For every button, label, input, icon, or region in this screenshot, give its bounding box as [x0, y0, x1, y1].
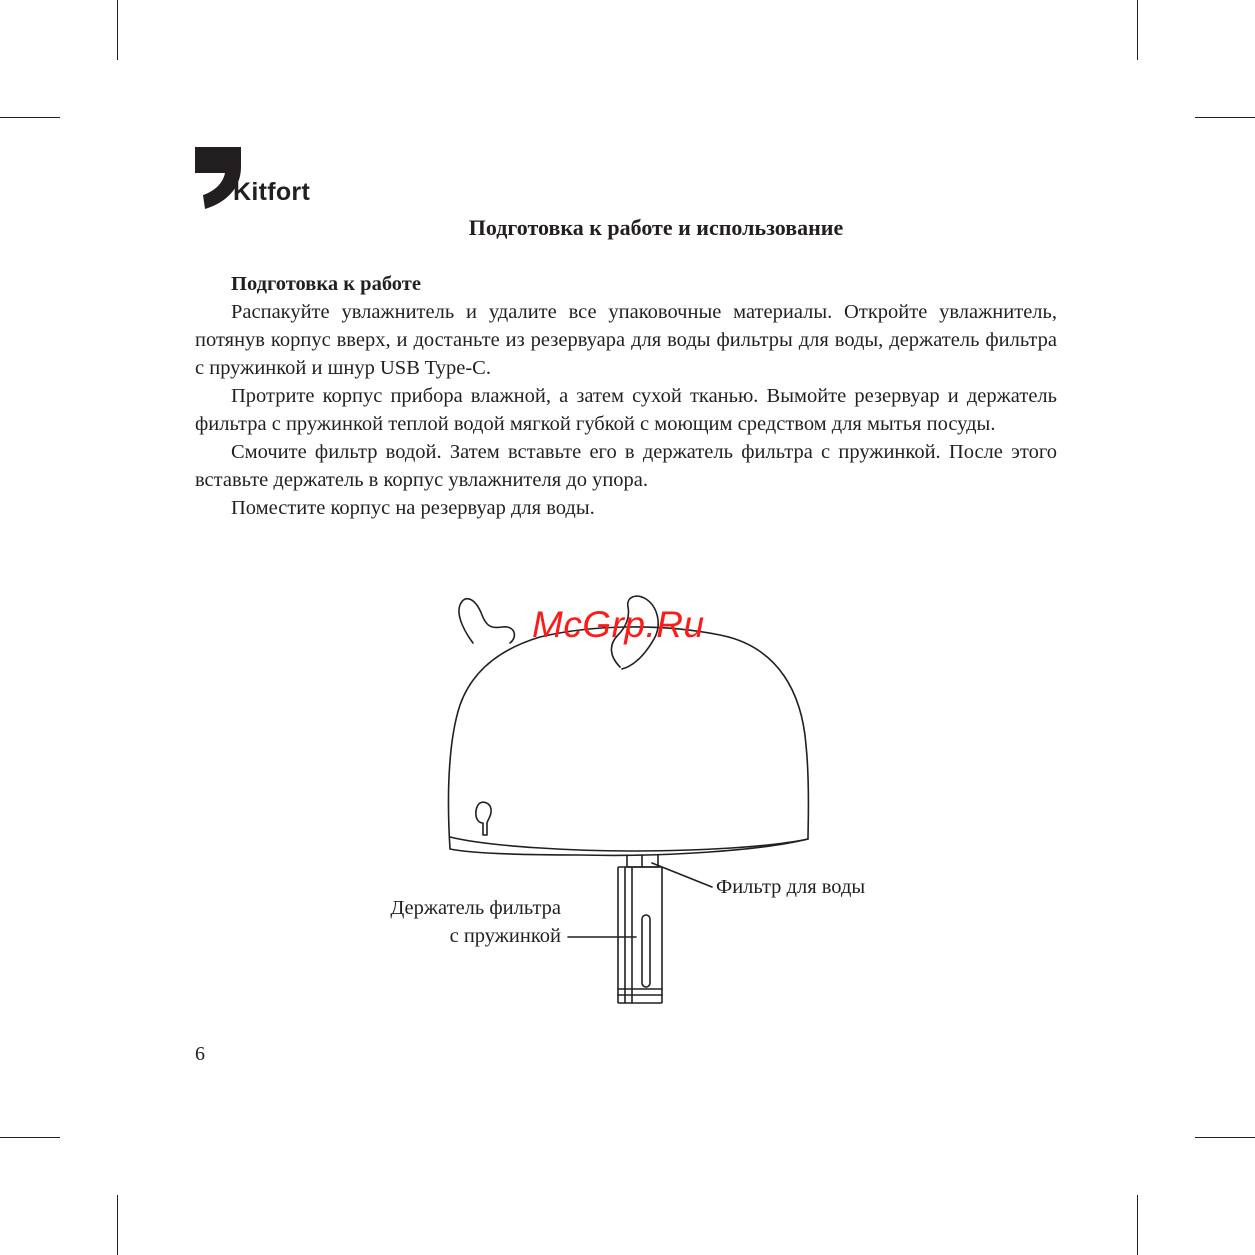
section-subheading: Подготовка к работе [231, 273, 421, 295]
humidifier-illustration [340, 585, 920, 1015]
left-ear [459, 599, 514, 643]
callout-filter-holder-line1: Держатель фильтра [390, 897, 561, 919]
paragraph: Поместите корпус на резервуар для воды. [231, 497, 595, 519]
crop-mark [0, 1137, 60, 1138]
crop-mark [1137, 1195, 1138, 1255]
page-number: 6 [195, 1043, 205, 1065]
crop-mark [117, 0, 118, 60]
crop-mark [117, 1195, 118, 1255]
paragraph: Протрите корпус прибора влажной, а затем сухой тканью. Вымойте резервуар и держатель фильтра с пружинкой теплой водой мягкой губкой с моющим средством для мытья посуды. [195, 385, 1057, 435]
filter-leader-line [652, 863, 712, 887]
body-rim [450, 837, 808, 851]
instructions-section [195, 270, 1057, 522]
watermark-text: McGrp.Ru [532, 604, 705, 645]
paragraph: Смочите фильтр водой. Затем вставьте его в держатель фильтра с пружинкой. После этого вставьте держатель в корпус увлажнителя до упора. [195, 441, 1057, 491]
page-title: Подготовка к работе и использование [468, 215, 844, 240]
callout-water-filter: Фильтр для воды [716, 876, 866, 898]
humidifier-body [448, 627, 808, 855]
keyhole-icon [476, 802, 491, 835]
crop-mark [1137, 0, 1138, 60]
callout-filter-holder [340, 894, 561, 950]
paragraph: Распакуйте увлажнитель и удалите все упаковочные материалы. Откройте увлажнитель, потянув корпус вверх, и достаньте из резервуара для воды фильтры для воды, держатель фильтра с пружинкой и шнур USB Type-C. [195, 301, 1057, 379]
crop-mark [1195, 1137, 1255, 1138]
brand-name: Kitfort [233, 178, 311, 206]
callout-filter-holder-line2: с пружинкой [449, 925, 561, 947]
brand-logo [195, 147, 325, 211]
humidifier-drawing [340, 585, 920, 1015]
crop-mark [1195, 117, 1255, 118]
crop-mark [0, 117, 60, 118]
